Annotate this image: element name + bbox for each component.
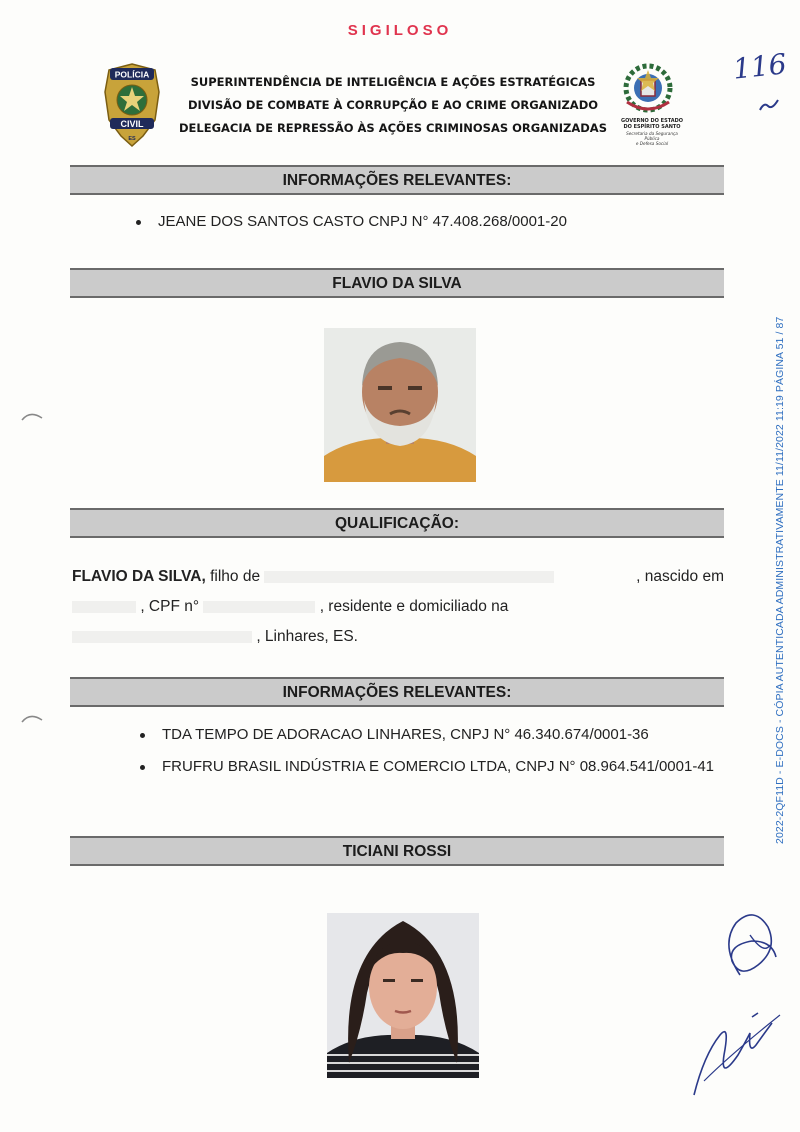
redacted-block [203,601,315,613]
handwritten-page-number: 116 [731,47,789,86]
qualificacao-line-2 [72,592,724,622]
crest-caption-line-1: GOVERNO DO ESTADO [621,118,683,124]
person-photo-ticiani [327,913,479,1078]
section-info-relevantes-1: INFORMAÇÕES RELEVANTES: [70,165,724,195]
redacted-block [72,631,252,643]
redacted-block [264,571,554,583]
section-info-relevantes-2: INFORMAÇÕES RELEVANTES: [70,677,724,707]
section-person-ticiani: TICIANI ROSSI [70,836,724,866]
header-line-1: SUPERINTENDÊNCIA DE INTELIGÊNCIA E AÇÕES ESTRATÉGICAS [190,75,596,89]
badge-top-text: POLÍCIA [114,69,150,80]
authentication-stamp: 2022-2QF11D - E-DOCS - CÓPIA AUTENTICADA ADMINISTRATIVAMENTE 11/11/2022 11:19 PÁGINA 51 / 87 [774,316,786,844]
police-badge-logo [103,62,161,148]
info-list-2 [136,722,724,780]
crest-subcaption-line-1: Secretaria da Segurança Pública [626,131,678,141]
qualificacao-filho-de: filho de [210,568,261,585]
crest-subcaption-line-2: e Defesa Social [635,141,669,146]
handwritten-signature [680,905,792,1105]
qualificacao-residente: , residente e domiciliado na [319,598,509,615]
crest-caption [620,118,684,130]
qualificacao-line-3 [72,622,724,652]
punch-hole-mark [20,712,44,724]
handwritten-tick-mark [758,98,780,112]
badge-bottom-text: CIVIL [120,119,144,129]
person-photo-flavio [324,328,476,482]
qualificacao-text [72,562,724,652]
list-item: TDA TEMPO DE ADORACAO LINHARES, CNPJ N° 46.340.674/0001-36 [136,722,724,748]
qualificacao-nascido-em: , nascido em [636,568,724,585]
section-person-flavio: FLAVIO DA SILVA [70,268,724,298]
info-list-1 [132,209,712,235]
list-item: JEANE DOS SANTOS CASTO CNPJ N° 47.408.268/0001-20 [132,209,712,235]
section-qualificacao: QUALIFICAÇÃO: [70,508,724,538]
badge-state-text: ES [128,136,136,142]
header-block [168,71,618,140]
header-line-3: DELEGACIA DE REPRESSÃO ÀS AÇÕES CRIMINOSAS ORGANIZADAS [179,121,607,135]
classification-label: SIGILOSO [347,22,453,39]
punch-hole-mark [20,410,44,422]
crest-subcaption [620,131,684,146]
qualificacao-line-1 [72,562,724,592]
qualificacao-cidade: , Linhares, ES. [256,628,358,645]
list-item: FRUFRU BRASIL INDÚSTRIA E COMERCIO LTDA, CNPJ N° 08.964.541/0001-41 [136,754,724,780]
qualificacao-cpf: , CPF n° [140,598,200,615]
state-crest-logo [617,58,679,118]
qualificacao-name: FLAVIO DA SILVA, [72,568,206,585]
header-line-2: DIVISÃO DE COMBATE À CORRUPÇÃO E AO CRIME ORGANIZADO [187,98,599,112]
redacted-block [72,601,136,613]
crest-caption-line-2: DO ESPÍRITO SANTO [623,124,681,130]
